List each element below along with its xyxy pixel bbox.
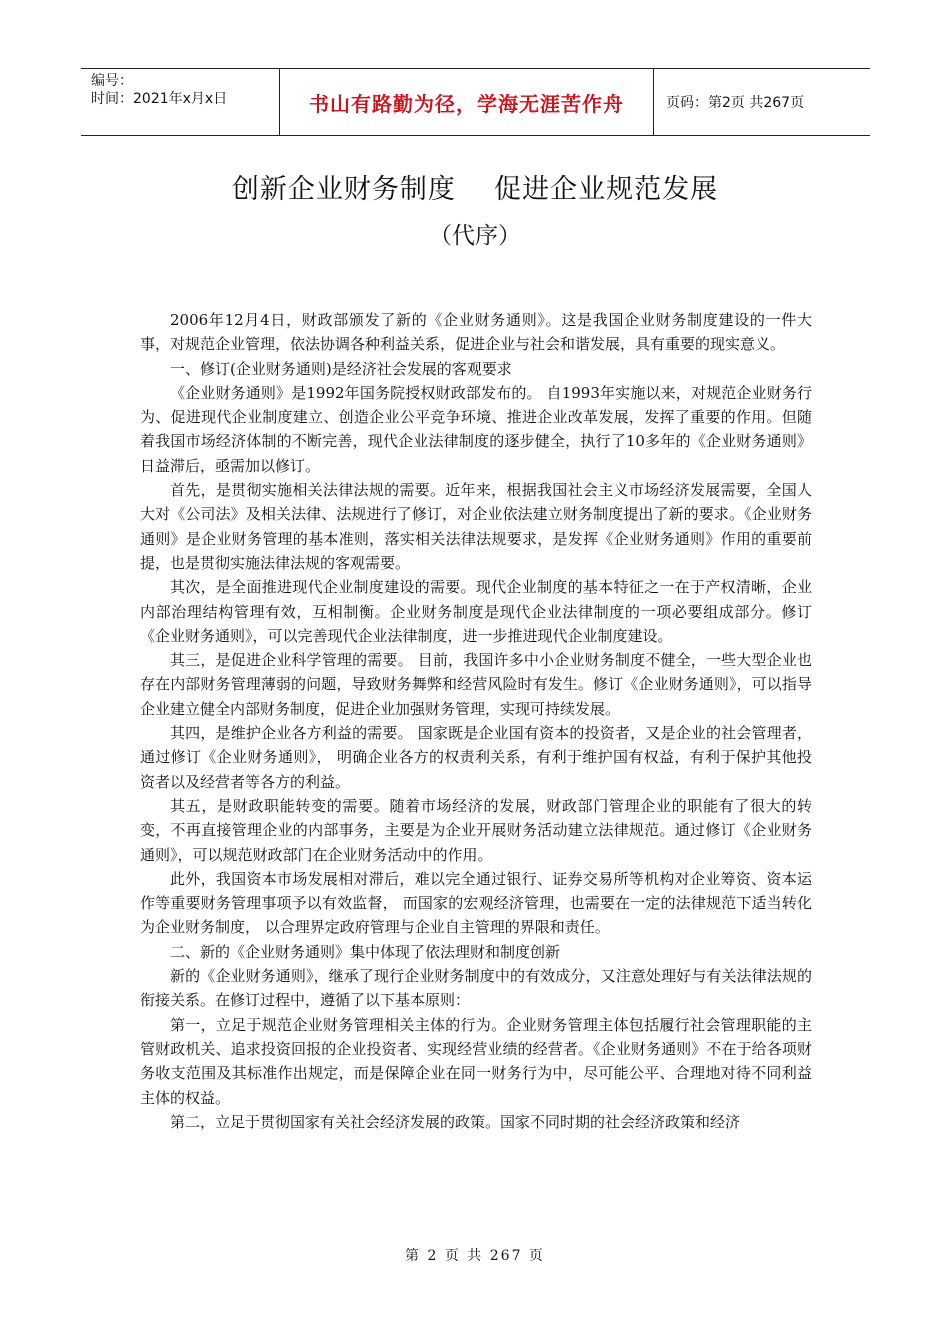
body-paragraph: 其三，是促进企业科学管理的需要。 目前，我国许多中小企业财务制度不健全，一些大型企业也存在内部财务管理薄弱的问题，导致财务舞弊和经营风险时有发生。修订《企业财务通则》，可以指导企业建立健全内部财务制度，促进企业加强财务管理，实现可持续发展。: [140, 651, 812, 718]
section-heading: 一、修订(企业财务通则)是经济社会发展的客观要求: [170, 359, 512, 378]
header-meta-cell: [81, 69, 280, 135]
section-heading: 二、新的《企业财务通则》集中体现了依法理财和制度创新: [170, 942, 561, 961]
body-paragraph: 其次，是全面推进现代企业制度建设的需要。现代企业制度的基本特征之一在于产权清晰，企业内部治理结构管理有效，互相制衡。企业财务制度是现代企业法律制度的一项必要组成部分。修订《企业财务通则》，可以完善现代企业法律制度，进一步推进现代企业制度建设。: [140, 578, 812, 645]
page-footer: 第 2 页 共 267 页: [405, 1248, 545, 1264]
document-subtitle: （代序）: [429, 223, 521, 249]
body-paragraph: 首先，是贯彻实施相关法律法规的需要。近年来，根据我国社会主义市场经济发展需要，全国人大对《公司法》及相关法律、法规进行了修订，对企业依法建立财务制度提出了新的要求。《企业财务通则》是企业财务管理的基本准则，落实相关法律法规要求，是发挥《企业财务通则》作用的重要前提，也是贯彻实施法律法规的客观需要。: [140, 481, 812, 572]
body-paragraph: 其五，是财政职能转变的需要。随着市场经济的发展，财政部门管理企业的职能有了很大的转变，不再直接管理企业的内部事务，主要是为企业开展财务活动建立法律规范。通过修订《企业财务通则》，可以规范财政部门在企业财务活动中的作用。: [140, 796, 812, 864]
body-paragraph: 《企业财务通则》是1992年国务院授权财政部发布的。 自1993年实施以来，对规范企业财务行为、促进现代企业制度建立、创造企业公平竞争环境、推进企业改革发展，发挥了重要的作用。但随着我国市场经济体制的不断完善，现代企业法律制度的逐步健全，执行了10多年的《企业财务通则》日益滞后，亟需加以修订。: [140, 383, 812, 475]
document-time-label: 时间：2021年x月x日: [91, 91, 228, 107]
document-number-label: 编号：: [91, 73, 133, 89]
body-paragraph: 第二，立足于贯彻国家有关社会经济发展的政策。国家不同时期的社会经济政策和经济: [170, 1112, 741, 1131]
document-title: 创新企业财务制度 促进企业规范发展: [231, 174, 719, 205]
header-table: [81, 68, 870, 136]
header-motto: 书山有路勤为径，学海无涯苦作舟: [280, 69, 654, 135]
body-paragraph: 2006年12月4日，财政部颁发了新的《企业财务通则》。这是我国企业财务制度建设的一件大事，对规范企业管理，依法协调各种利益关系，促进企业与社会和谐发展，具有重要的现实意义。: [140, 311, 812, 354]
body-paragraph: 新的《企业财务通则》，继承了现行企业财务制度中的有效成分，又注意处理好与有关法律法规的衔接关系。在修订过程中，遵循了以下基本原则：: [140, 967, 812, 1010]
document-body: [140, 308, 812, 1134]
body-paragraph: 其四，是维护企业各方利益的需要。 国家既是企业国有资本的投资者，又是企业的社会管理者，通过修订《企业财务通则》， 明确企业各方的权责利关系，有利于维护国有权益，有利于保护其他投资者以及经营者等各方的利益。: [140, 724, 812, 791]
header-page-info: 页码：第2页 共267页: [666, 95, 805, 111]
body-paragraph: 此外，我国资本市场发展相对滞后，难以完全通过银行、证券交易所等机构对企业筹资、资本运作等重要财务管理事项予以有效监督， 而国家的宏观经济管理，也需要在一定的法律规范下适当转化为企业财务制度， 以合理界定政府管理与企业自主管理的界限和责任。: [140, 869, 812, 937]
body-paragraph: 第一，立足于规范企业财务管理相关主体的行为。企业财务管理主体包括履行社会管理职能的主管财政机关、追求投资回报的企业投资者、实现经营业绩的经营者。《企业财务通则》不在于给各项财务收支范围及其标准作出规定，而是保障企业在同一财务行为中，尽可能公平、合理地对待不同利益主体的权益。: [140, 1015, 812, 1107]
